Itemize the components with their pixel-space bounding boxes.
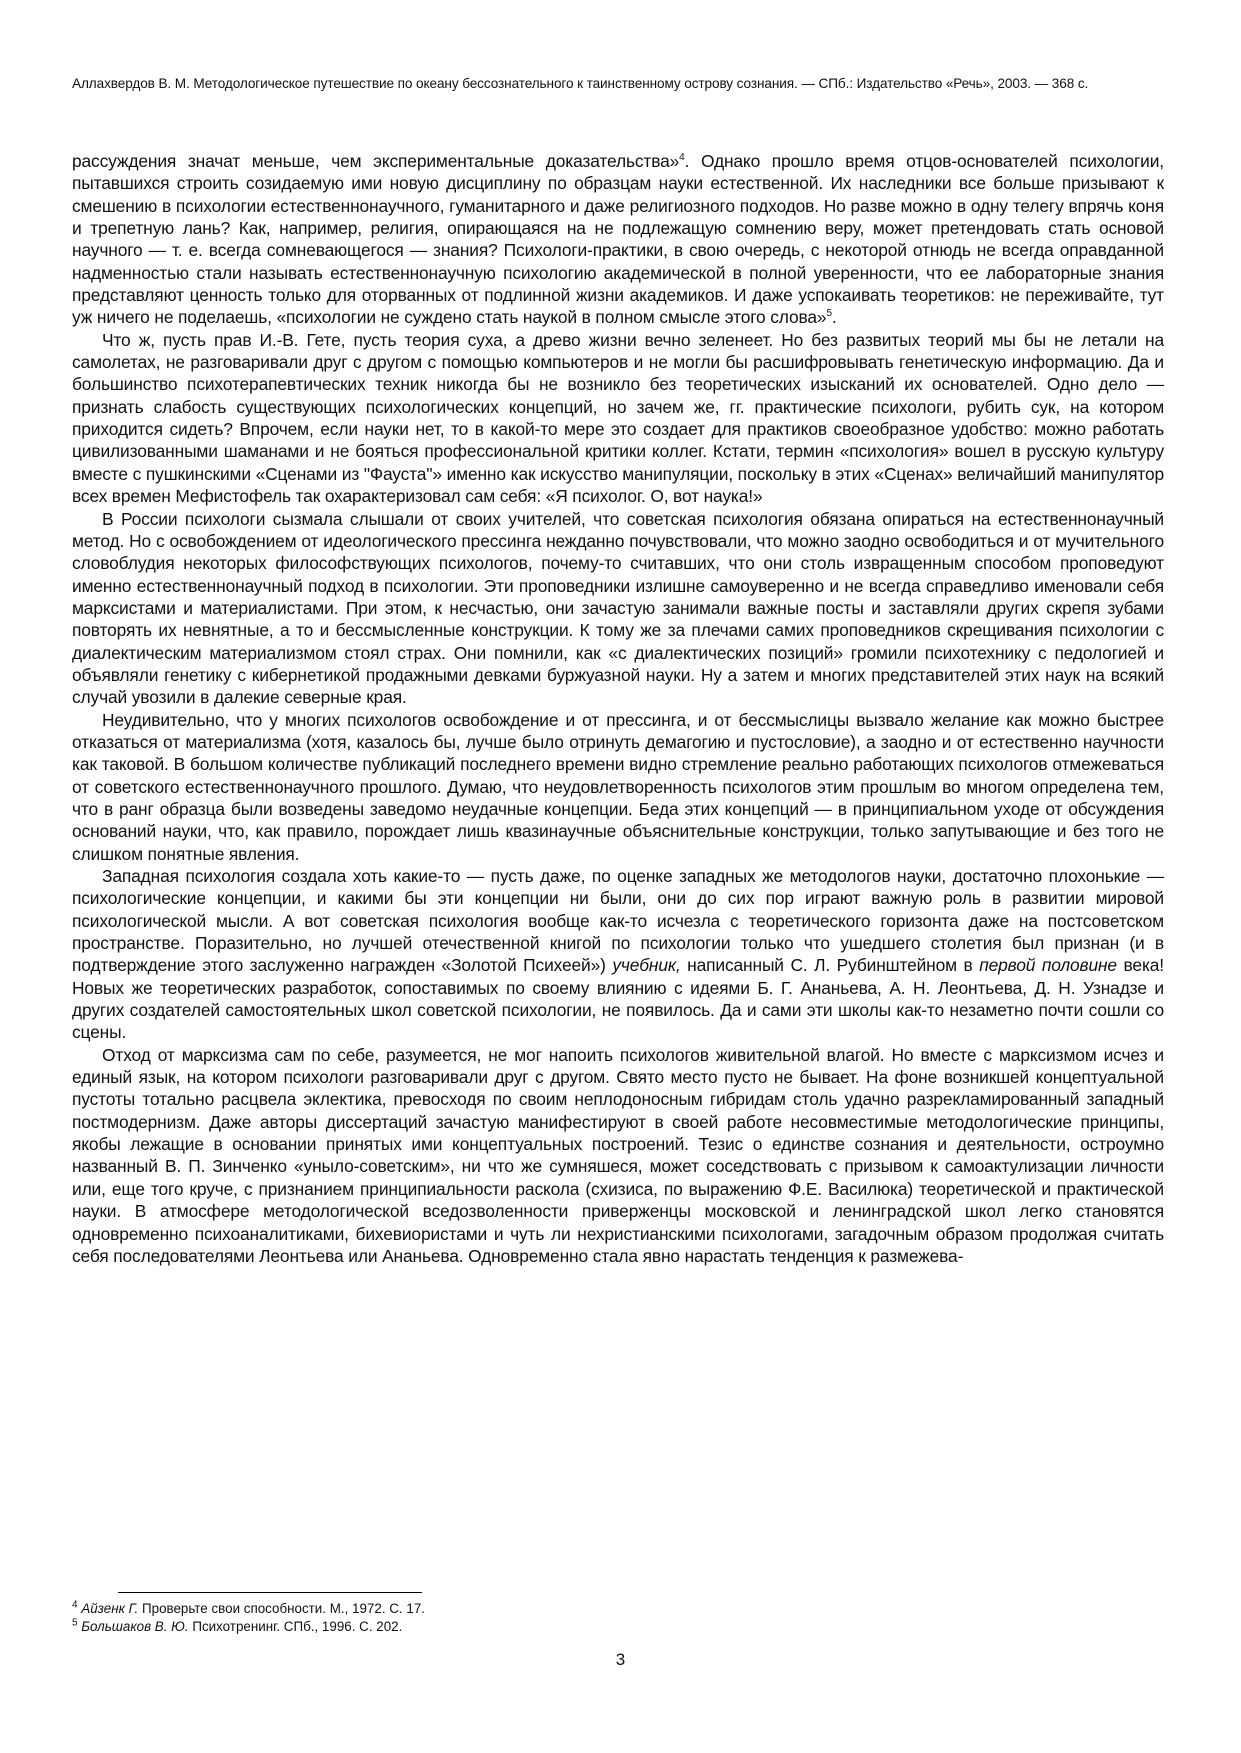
paragraph xyxy=(72,150,1164,329)
footnote-separator xyxy=(118,1592,422,1593)
footnote-number: 5 xyxy=(72,1617,78,1629)
paragraph: Отход от марксизма сам по себе, разумеется, не мог напоить психологов живительной влагой. Но вместе с марксизмом исчез и единый язык, на котором психологи разговаривали друг с другом. Свято место пусто не бывает. На фоне возникшей концептуальной пустоты тотально расцвела эклектика, превосходя по своим неплодоносным гибридам столь удачно разрекламированный западный постмодернизм. Даже авторы диссертаций зачастую манифестируют в своей работе несовместимые методологические принципы, якобы лежащие в основании принятых ими концептуальных построений. Тезис о единстве сознания и деятельности, остроумно названный В. П. Зинченко «уныло-советским», ни что же сумняшеся, может соседствовать с призывом к самоактулизации личности или, еще того круче, с признанием принципиальности раскола (схизиса, по выражению Ф.Е. Василюка) теоретической и практической науки. В атмосфере методологической вседозволенности приверженцы московской и ленинградской школ легко становятся одновременно психоаналитиками, бихевиористами и чуть ли нехристианскими психологами, загадочным образом продолжая считать себя последователями Леонтьева или Ананьева. Одновременно стала явно нарастать тенденция к размежева- xyxy=(72,1044,1164,1266)
text: написанный С. Л. Рубинштейном в xyxy=(680,955,980,976)
body-text xyxy=(72,150,1164,1267)
italic-text: учебник, xyxy=(612,955,681,976)
paragraph: В России психологи сызмала слышали от своих учителей, что советская психология обязана опираться на естественнонаучный метод. Но с освобождением от идеологического прессинга нежданно почувствовали, что можно заодно освободиться и от мучительного словоблудия некоторых философствующих психологов, почему-то считавших, что они столь извращенным способом проповедуют именно естественнонаучный подход в психологии. Эти проповедники излишне самоуверенно и не всегда справедливо именовали себя марксистами и материалистами. При этом, к несчастью, они зачастую занимали важные посты и заставляли других скрепя зубами повторять их невнятные, а то и бессмысленные конструкции. К тому же за плечами самих проповедников скрещивания психологии с диалектическим материализмом стоял страх. Они помнили, как «с диалектических позиций» громили психотехнику с педологией и объявляли генетику с кибернетикой продажными девками буржуазной науки. Ну а затем и многих представителей этих наук на всякий случай увозили в далекие северные края. xyxy=(72,508,1164,708)
italic-text: первой половине xyxy=(979,955,1117,976)
footnote-4 xyxy=(72,1600,425,1618)
text: . Однако прошло время отцов-основателей психологии, пытавшихся строить созидаемую ими новую дисциплину по образцам науки естественной. Их наследники все больше призывают к смешению в психологии естественнонаучного, гуманитарного и даже религиозного подходов. Но разве можно в одну телегу впрячь коня и трепетную лань? Как, например, религия, опирающаяся на не подлежащую сомнению веру, может претендовать стать основой научного — т. е. всегда сомневающегося — знания? Психологи-практики, в свою очередь, с некоторой отнюдь не всегда оправданной надменностью стали называть естественнонаучную психологию академической в полной уверенности, что ее лабораторные знания представляют ценность только для оторванных от подлинной жизни академиков. И даже успокаивать теоретиков: не переживайте, тут уж ничего не поделаешь, «психологии не суждено стать наукой в полном смысле этого слова» xyxy=(72,151,1164,328)
paragraph: Что ж, пусть прав И.-В. Гете, пусть теория суха, а древо жизни вечно зеленеет. Но без развитых теорий мы бы не летали на самолетах, не разговаривали друг с другом с помощью компьютеров и не могли бы расшифровывать генетическую информацию. Да и большинство психотерапевтических техник никогда бы не возникло без теоретических изысканий их основателей. Одно дело — признать слабость существующих психологических концепций, но зачем же, гг. практические психологи, рубить сук, на котором приходится сидеть? Впрочем, если науки нет, то в какой-то мере это создает для практиков своеобразное удобство: можно работать цивилизованными шаманами и не бояться профессиональной критики коллег. Кстати, термин «психология» вошел в русскую культуру вместе с пушкинскими «Сценами из "Фауста"» именно как искусство манипуляции, поскольку в этих «Сценах» величайший манипулятор всех времен Мефистофель так охарактеризовал сам себя: «Я психолог. О, вот наука!» xyxy=(72,329,1164,507)
text: . xyxy=(831,307,837,328)
footnote-author: Большаков В. Ю. xyxy=(81,1619,189,1634)
footnote-ref-5[interactable]: 5 xyxy=(826,308,832,320)
text: века! Новых же теоретических разработок, сопоставимых по своему влиянию с идеями Б. Г. Ананьева, А. Н. Леонтьева, Д. Н. Узнадзе и других создателей самостоятельных школ советской психологии, не появилось. Да и сами эти школы как-то незаметно почти сошли со сцены. xyxy=(72,955,1164,1043)
footnote-5 xyxy=(72,1618,425,1636)
footnote-text: Психотренинг. СПб., 1996. С. 202. xyxy=(188,1619,403,1634)
paragraph: Неудивительно, что у многих психологов освобождение и от прессинга, и от бессмыслицы вызвало желание как можно быстрее отказаться от материализма (хотя, казалось бы, лучше было отринуть демагогию и пустословие), а заодно и от естественно научности как таковой. В большом количестве публикаций последнего времени видно стремление реально работающих психологов отмежеваться от советского естественнонаучного прошлого. Думаю, что неудовлетворенность психологов этим прошлым во многом определена тем, что в ранг образца были возведены заведомо неудачные концепции. Беда этих концепций — в принципиальном уходе от обсуждения оснований науки, что, как правило, порождает лишь квазинаучные объяснительные конструкции, только запутывающие и без того не слишком понятные явления. xyxy=(72,709,1164,864)
paragraph xyxy=(72,865,1164,1044)
text: рассуждения значат меньше, чем экспериментальные доказательства» xyxy=(72,151,680,171)
footnote-ref-4[interactable]: 4 xyxy=(679,152,685,164)
footnote-text: Проверьте свои способности. М., 1972. С. 17. xyxy=(138,1601,425,1616)
footnote-author: Айзенк Г. xyxy=(81,1601,139,1616)
footnote-number: 4 xyxy=(72,1599,78,1611)
text: Западная психология создала хоть какие-то — пусть даже, по оценке западных же методологов науки, достаточно плохонькие — психологические концепции, и какими бы эти концепции ни были, они до сих пор играют важную роль в развитии мировой психологической мысли. А вот советская психология вообще как-то исчезла с теоретического горизонта даже на постсоветском пространстве. Поразительно, но лучшей отечественной книгой по психологии только что ушедшего столетия был признан (и в подтверждение этого заслуженно награжден «Золотой Психеей») xyxy=(72,866,1164,976)
running-header: Аллахвердов В. М. Методологическое путешествие по океану бессознательного к таинственному острову сознания. — СПб.: Издательство «Речь», 2003. — 368 с. xyxy=(72,76,1089,91)
footnotes xyxy=(72,1600,425,1636)
page-number: 3 xyxy=(615,1650,626,1669)
